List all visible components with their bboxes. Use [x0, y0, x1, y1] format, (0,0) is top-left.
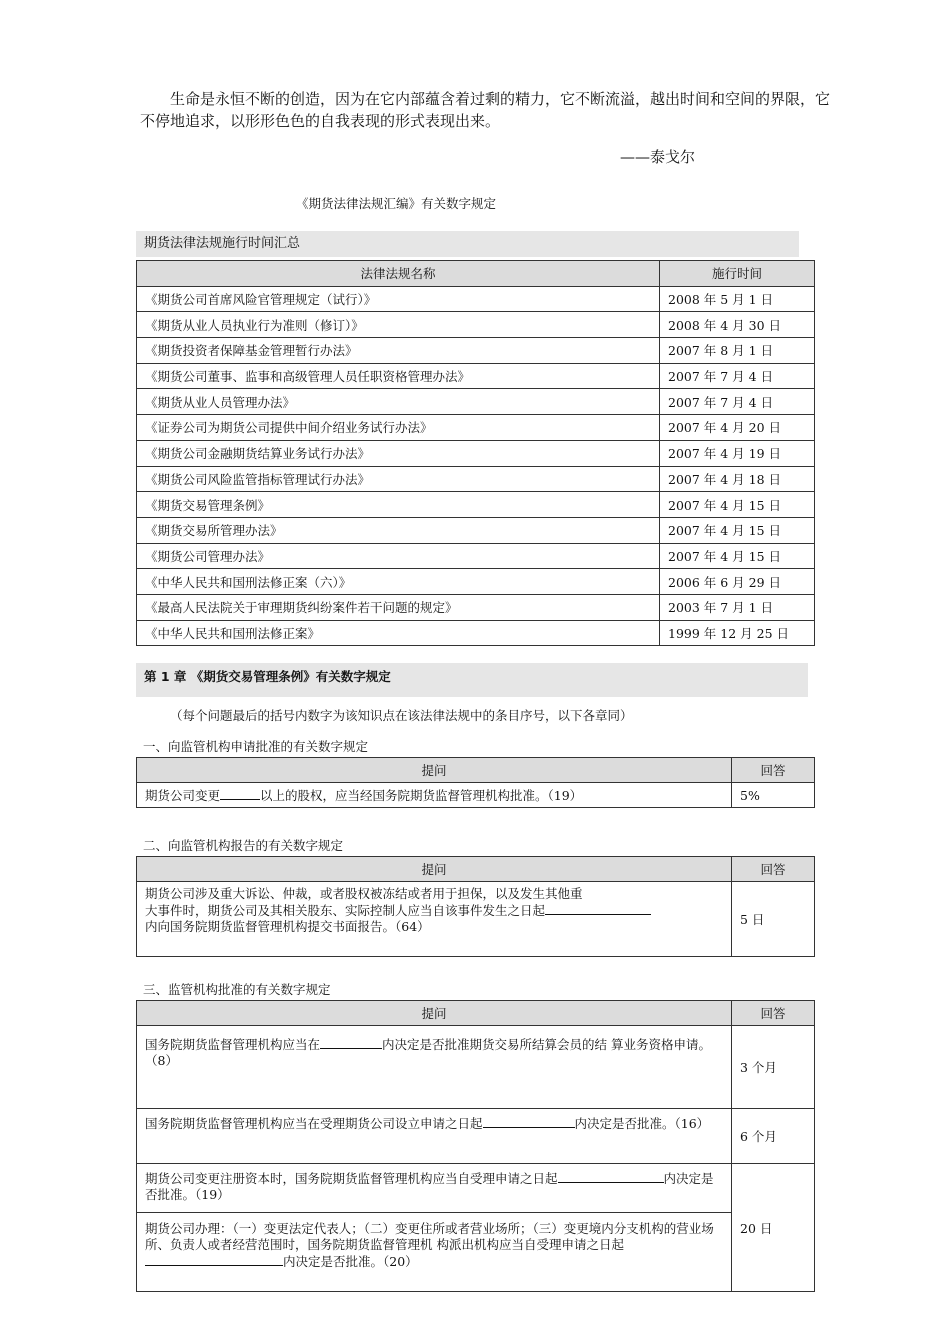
- effective-date: 2007 年 4 月 18 日: [660, 466, 815, 492]
- summary-table-header: [137, 261, 815, 287]
- col-question: 提问: [137, 758, 732, 783]
- law-name: 《期货从业人员执业行为准则（修订）》: [137, 312, 660, 338]
- qa-table-3: [136, 1000, 815, 1292]
- effective-date: 2003 年 7 月 1 日: [660, 594, 815, 620]
- question-text: 期货公司涉及重大诉讼、仲裁，或者股权被冻结或者用于担保，以及发生其他重: [145, 886, 583, 901]
- chapter-note: （每个问题最后的括号内数字为该知识点在该法律法规中的条目序号，以下各章同）: [170, 708, 633, 723]
- answer: 5%: [732, 783, 815, 808]
- table-row: [137, 1164, 815, 1213]
- law-name: 《期货从业人员管理办法》: [137, 389, 660, 415]
- effective-date: 2007 年 4 月 15 日: [660, 492, 815, 518]
- law-name: 《期货公司风险监管指标管理试行办法》: [137, 466, 660, 492]
- question-text: 期货公司变更注册资本时，国务院期货监督管理机构应当自受理申请之日起: [145, 1171, 558, 1186]
- col-answer: 回答: [732, 758, 815, 783]
- section-title: 一、向监管机构申请批准的有关数字规定: [143, 739, 369, 754]
- law-name: 《期货公司首席风险官管理规定（试行）》: [137, 286, 660, 312]
- question-text: 内决定是否批准。（19）: [145, 1171, 714, 1202]
- table-row: [137, 466, 815, 492]
- qa-table-1: [136, 757, 815, 808]
- effective-date: 2007 年 4 月 19 日: [660, 440, 815, 466]
- book-title: 《期货法律法规汇编》有关数字规定: [296, 196, 497, 211]
- table-row: [137, 620, 815, 646]
- question: [137, 783, 732, 808]
- chapter-heading: 第 1 章 《期货交易管理条例》有关数字规定: [136, 663, 808, 697]
- answer-blank: [483, 1115, 575, 1128]
- section-title: 三、监管机构批准的有关数字规定: [143, 982, 331, 997]
- law-name: 《最高人民法院关于审理期货纠纷案件若干问题的规定》: [137, 594, 660, 620]
- col-effective-date: 施行时间: [660, 261, 815, 287]
- law-name: 《期货公司管理办法》: [137, 543, 660, 569]
- answer: 6 个月: [732, 1109, 815, 1164]
- table-row: [137, 594, 815, 620]
- question-text: 国务院期货监督管理机构应当在: [145, 1037, 321, 1052]
- effective-date: 2007 年 7 月 4 日: [660, 389, 815, 415]
- law-name: 《期货交易所管理办法》: [137, 517, 660, 543]
- table-row: [137, 286, 815, 312]
- law-name: 《证券公司为期货公司提供中间介绍业务试行办法》: [137, 415, 660, 441]
- table-row: [137, 783, 815, 808]
- law-name: 《中华人民共和国刑法修正案（六）》: [137, 569, 660, 595]
- qa-table-2: [136, 856, 815, 957]
- effective-date: 2007 年 4 月 15 日: [660, 543, 815, 569]
- table-row: [137, 569, 815, 595]
- summary-table: [136, 260, 815, 646]
- table-row: [137, 440, 815, 466]
- table-row: [137, 389, 815, 415]
- question-text: 大事件时，期货公司及其相关股东、实际控制人应当自该事件发生之日起: [145, 903, 546, 918]
- answer-blank: [545, 902, 651, 915]
- answer-blank: [145, 1253, 283, 1266]
- question-text: 内决定是否批准期货交易所结算会员的结 算业务资格申请。（8）: [145, 1037, 711, 1068]
- question-text: 内决定是否批准。（20）: [283, 1254, 418, 1269]
- answer: 3 个月: [732, 1026, 815, 1109]
- question-text: 期货公司办理：（一）变更法定代表人；（二）变更住所或者营业场所；（三）变更境内分支机构的营业场所、负责人或者经营范围时，国务院期货监督管理机 构派出机构应当自受理申请之日起: [145, 1221, 714, 1252]
- question-text: 以上的股权，应当经国务院期货监督管理机构批准。（19）: [260, 788, 583, 803]
- law-name: 《中华人民共和国刑法修正案》: [137, 620, 660, 646]
- table-row: [137, 312, 815, 338]
- table-row: [137, 338, 815, 364]
- law-name: 《期货交易管理条例》: [137, 492, 660, 518]
- col-question: 提问: [137, 1001, 732, 1026]
- answer-blank: [220, 787, 260, 800]
- law-name: 《期货投资者保障基金管理暂行办法》: [137, 338, 660, 364]
- summary-heading: 期货法律法规施行时间汇总: [136, 231, 799, 257]
- question: [137, 1213, 732, 1292]
- table-row: [137, 882, 815, 957]
- col-question: 提问: [137, 857, 732, 882]
- effective-date: 2007 年 4 月 20 日: [660, 415, 815, 441]
- effective-date: 2007 年 8 月 1 日: [660, 338, 815, 364]
- effective-date: 1999 年 12 月 25 日: [660, 620, 815, 646]
- effective-date: 2007 年 4 月 15 日: [660, 517, 815, 543]
- col-answer: 回答: [732, 1001, 815, 1026]
- table-row: [137, 1109, 815, 1164]
- answer-blank: [558, 1170, 664, 1183]
- question-text: 国务院期货监督管理机构应当在受理期货公司设立申请之日起: [145, 1116, 483, 1131]
- col-answer: 回答: [732, 857, 815, 882]
- answer: 5 日: [732, 882, 815, 957]
- quote-author: ——泰戈尔: [620, 148, 696, 166]
- table-row: [137, 543, 815, 569]
- question-text: 内决定是否批准。（16）: [574, 1116, 710, 1131]
- question-text: 期货公司变更: [145, 788, 221, 803]
- table-row: [137, 1213, 815, 1292]
- question-text: 内向国务院期货监督管理机构提交书面报告。（64）: [145, 919, 430, 934]
- effective-date: 2008 年 4 月 30 日: [660, 312, 815, 338]
- law-name: 《期货公司金融期货结算业务试行办法》: [137, 440, 660, 466]
- answer-blank: [320, 1036, 382, 1049]
- table-row: [137, 1026, 815, 1109]
- table-row: [137, 363, 815, 389]
- question: [137, 1026, 732, 1109]
- table-row: [137, 492, 815, 518]
- question: [137, 1164, 732, 1213]
- table-row: [137, 415, 815, 441]
- question: [137, 882, 732, 957]
- table-row: [137, 517, 815, 543]
- effective-date: 2007 年 7 月 4 日: [660, 363, 815, 389]
- section-title: 二、向监管机构报告的有关数字规定: [143, 838, 344, 853]
- effective-date: 2008 年 5 月 1 日: [660, 286, 815, 312]
- question: [137, 1109, 732, 1164]
- quote-text: 生命是永恒不断的创造，因为在它内部蕴含着过剩的精力，它不断流溢，越出时间和空间的界限，它不停地追求，以形形色色的自我表现的形式表现出来。: [140, 90, 831, 130]
- col-law-name: 法律法规名称: [137, 261, 660, 287]
- law-name: 《期货公司董事、监事和高级管理人员任职资格管理办法》: [137, 363, 660, 389]
- effective-date: 2006 年 6 月 29 日: [660, 569, 815, 595]
- quote: [140, 88, 830, 132]
- answer: 20 日: [732, 1164, 815, 1292]
